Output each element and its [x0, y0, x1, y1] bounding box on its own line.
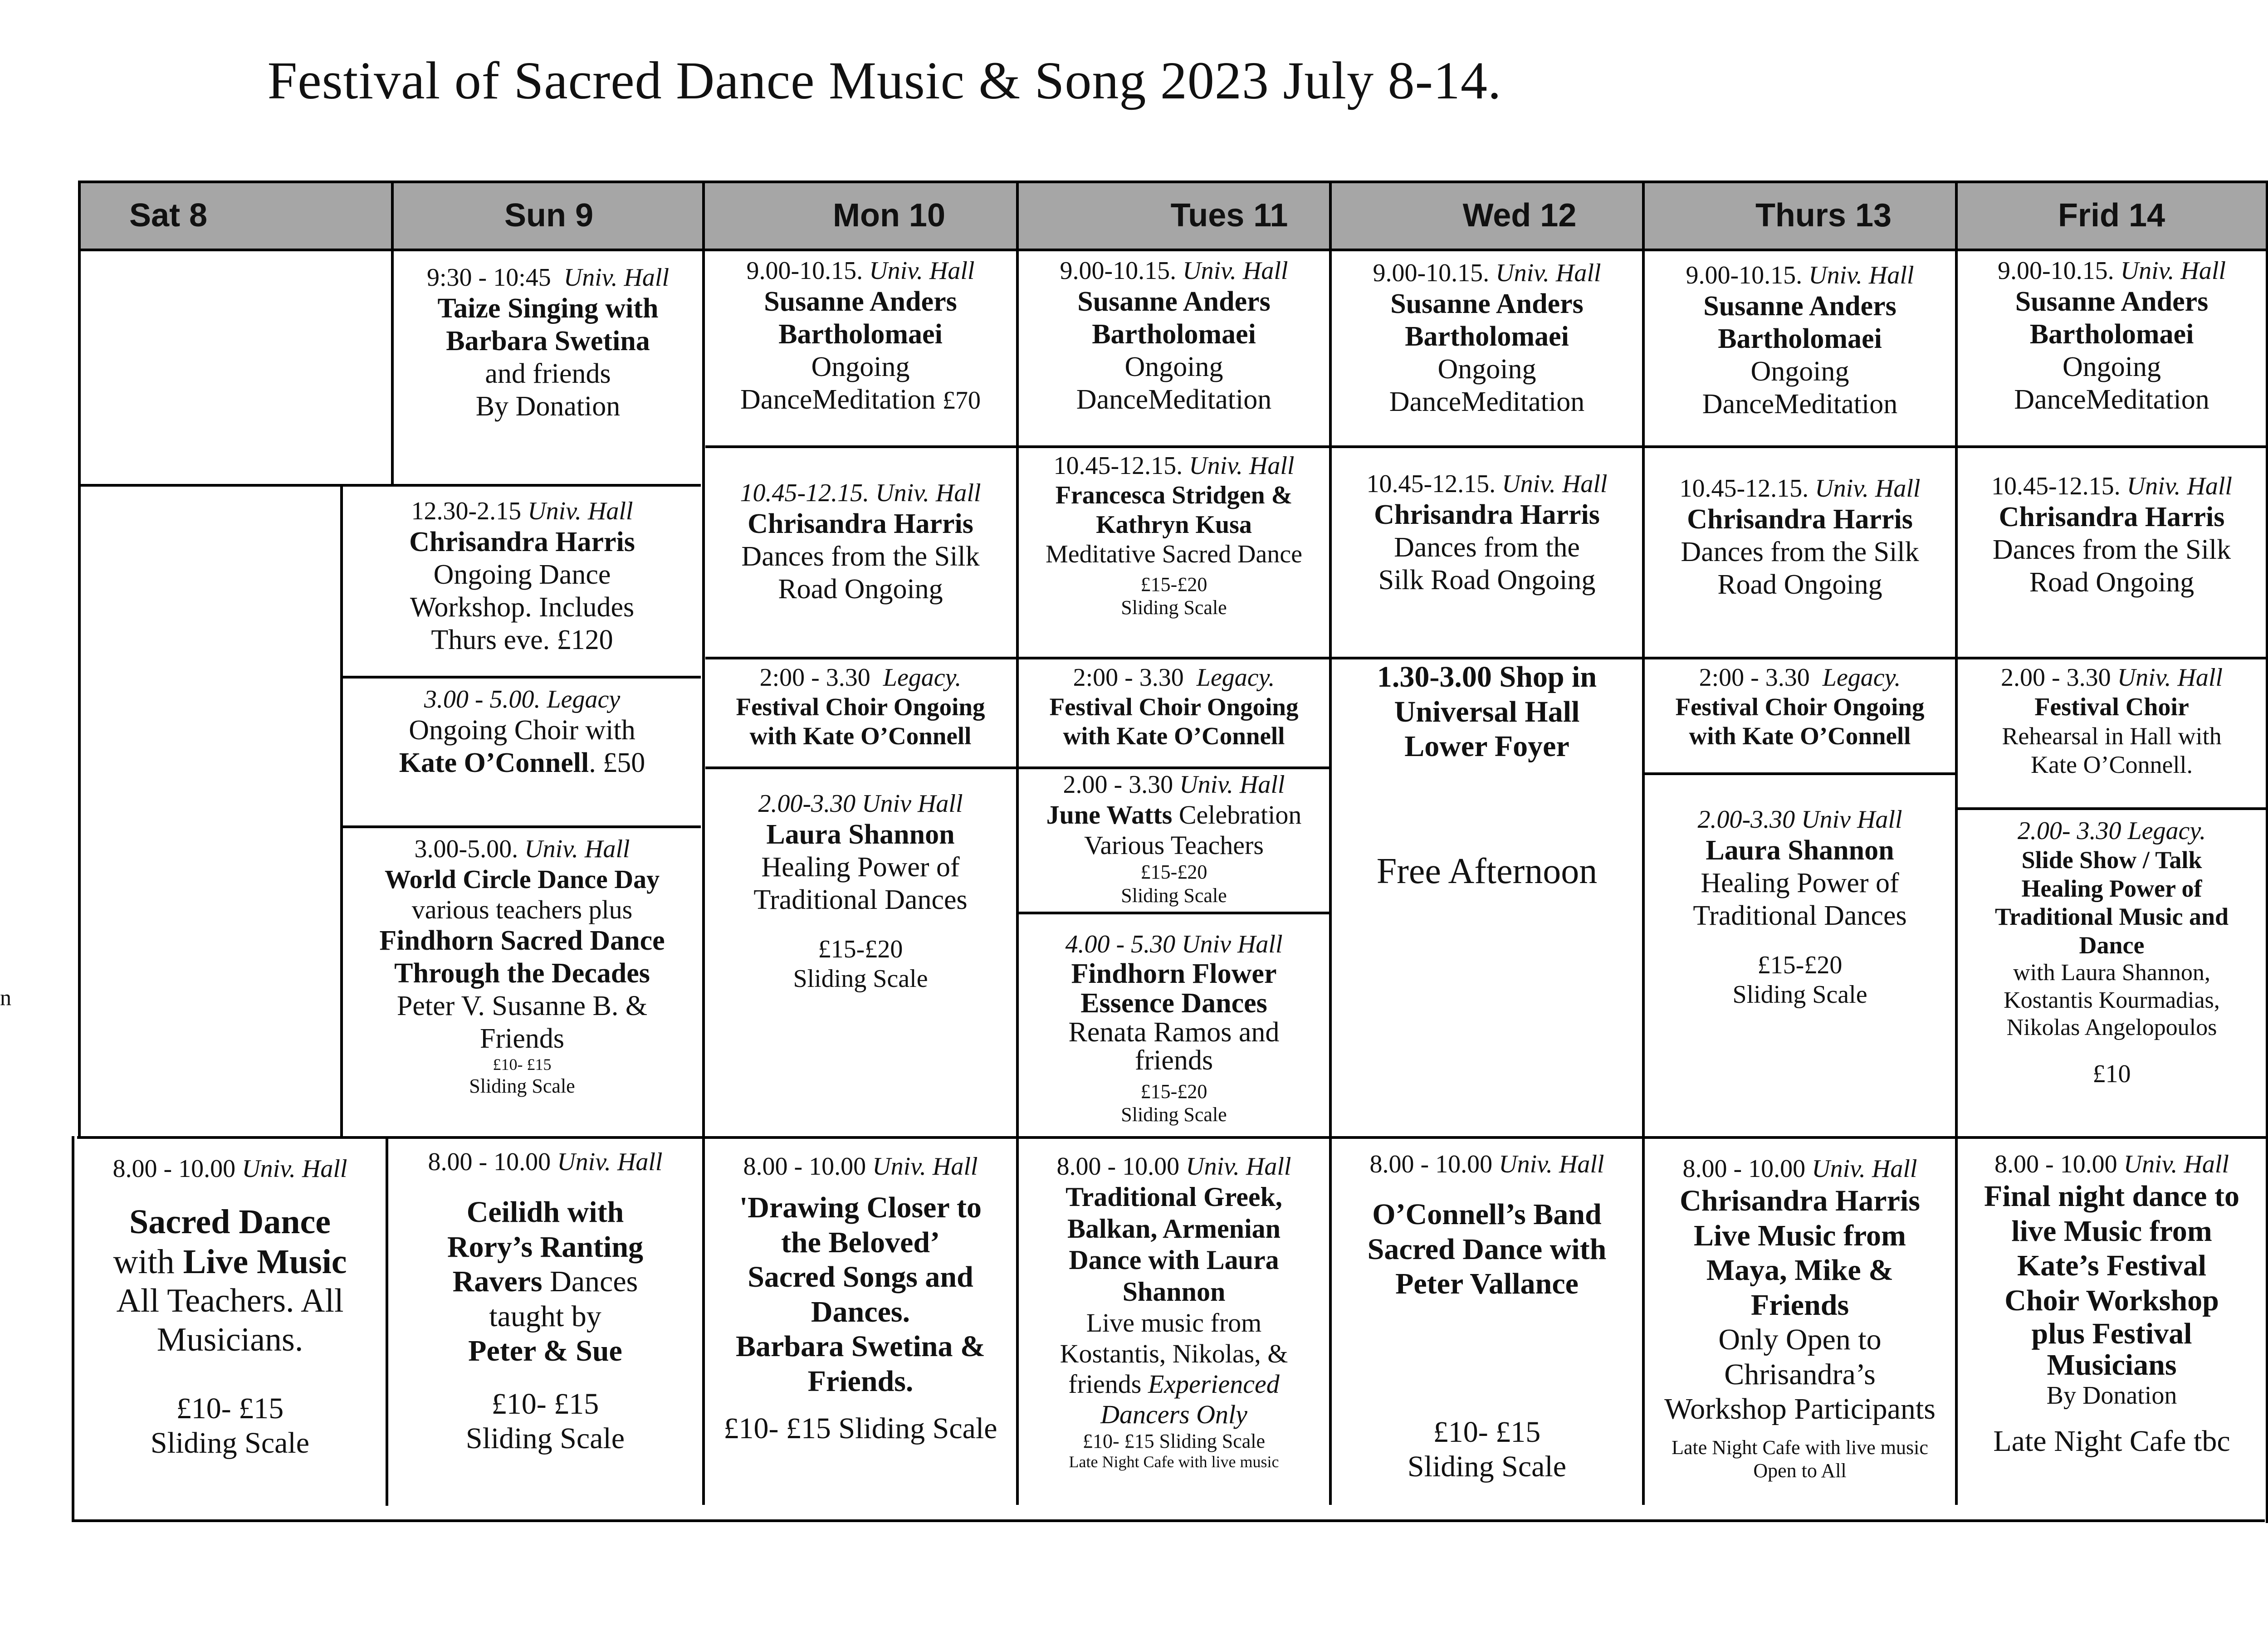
event-line: Workshop. Includes — [410, 591, 635, 623]
event-line: Dances from the — [1394, 532, 1580, 563]
event-line: All Teachers. All — [116, 1282, 344, 1320]
event-line: Thurs eve. £120 — [431, 624, 613, 655]
event-thu-evening — [1645, 1154, 1955, 1482]
event-wed-morning — [1332, 259, 1642, 419]
event-time: 9.00-10.15. — [1060, 257, 1177, 285]
event-time: 8.00 - 10.00 — [1369, 1150, 1493, 1178]
event-scale: Sliding Scale — [469, 1074, 575, 1097]
event-line: Kostantis, Nikolas, & — [1060, 1338, 1288, 1368]
day-label: Thurs 13 — [1755, 197, 1892, 234]
event-line: Various Teachers — [1084, 830, 1264, 860]
event-line: Traditional Music and — [1994, 903, 2229, 931]
event-time: 9.00-10.15. — [746, 257, 863, 285]
event-line: Chrisandra Harris — [748, 508, 973, 539]
event-line: Kate O’Connell — [399, 747, 589, 778]
event-time: 10.45-12.15. — [1991, 472, 2121, 500]
event-line: Ceilidh with — [466, 1195, 624, 1229]
event-scale: Sliding Scale — [1121, 596, 1227, 619]
grid-line — [78, 181, 81, 1137]
event-time: 2.00-3.30 Univ Hall — [1697, 805, 1902, 834]
event-sun-choir — [343, 685, 701, 780]
event-venue: Univ. Hall — [2126, 472, 2232, 500]
event-line: the Beloved’ — [781, 1225, 940, 1259]
event-line: Susanne Anders — [1077, 286, 1271, 317]
event-line: Road Ongoing — [1717, 569, 1882, 600]
event-venue: Univ. Hall — [2123, 1150, 2229, 1178]
event-line: with Kate O’Connell — [1063, 722, 1285, 750]
event-line: Dances from the Silk — [741, 541, 980, 572]
event-line: Musicians. — [156, 1321, 303, 1359]
event-line: DanceMeditation — [740, 384, 936, 415]
event-line: live Music from — [2011, 1214, 2212, 1248]
event-line: with — [113, 1243, 183, 1281]
event-scale: Sliding Scale — [1121, 884, 1227, 907]
event-scale: Sliding Scale — [150, 1426, 310, 1460]
event-note: Late Night Cafe with live music — [1069, 1453, 1279, 1471]
event-line: Bartholomaei — [1405, 321, 1569, 352]
event-scale: Sliding Scale — [1407, 1450, 1567, 1484]
event-note: Late Night Cafe tbc — [1993, 1424, 2230, 1458]
event-line: Celebration — [1172, 800, 1302, 830]
grid-line — [1644, 772, 1957, 775]
event-venue: Univ. Hall — [872, 1152, 978, 1181]
grid-line — [705, 657, 2266, 659]
event-tue-morning — [1019, 256, 1329, 416]
event-line: Ongoing — [1124, 351, 1223, 382]
event-line: Chrisandra Harris — [1680, 1184, 1920, 1217]
event-time: 10.45-12.15. — [740, 479, 870, 507]
event-price: £15-£20 — [818, 935, 903, 963]
event-time: 9:30 - 10:45 — [426, 264, 551, 292]
event-wed-late-morning — [1332, 469, 1642, 597]
event-venue: Univ. Hall — [563, 264, 670, 292]
event-venue: Univ. Hall — [1809, 261, 1914, 289]
event-time: 12.30-2.15 — [411, 497, 522, 525]
event-time: 4.00 - 5.30 Univ Hall — [1065, 930, 1283, 958]
grid-line — [340, 825, 701, 828]
event-line: Sacred Dance with — [1367, 1232, 1607, 1266]
event-line: Peter & Sue — [468, 1334, 622, 1368]
event-line: Healing Power of — [1701, 867, 1899, 898]
event-line: Dance — [2079, 931, 2145, 959]
event-venue: Univ. Hall — [1496, 259, 1601, 287]
event-thu-late-morning — [1645, 474, 1955, 601]
event-thu-afternoon — [1645, 805, 1955, 1010]
event-line: and friends — [485, 358, 611, 389]
event-tue-choir — [1019, 663, 1329, 751]
event-line: Findhorn Flower — [1071, 958, 1277, 989]
event-line: Live Music from — [1693, 1219, 1906, 1252]
event-venue: Univ. Hall — [528, 497, 633, 525]
event-line: Road Ongoing — [2029, 566, 2195, 598]
event-line: Live Music — [183, 1243, 347, 1281]
event-time: 8.00 - 10.00 — [428, 1148, 551, 1176]
event-line: By Donation — [2046, 1381, 2177, 1410]
event-line: Laura Shannon — [1706, 835, 1894, 866]
event-venue: Legacy. — [883, 664, 962, 692]
event-line: with Kate O’Connell — [1689, 722, 1911, 750]
event-line: Ongoing — [1437, 353, 1536, 385]
event-venue: Univ. Hall — [2120, 257, 2226, 285]
page-title: Festival of Sacred Dance Music & Song 2023 July 8-14. — [267, 51, 1502, 110]
day-label: Mon 10 — [832, 197, 946, 234]
event-line: Lower Foyer — [1404, 730, 1569, 763]
event-line: Ongoing Choir with — [409, 714, 635, 746]
header-tue — [1018, 181, 1331, 249]
event-line: Sacred Dance — [129, 1202, 331, 1241]
event-sun-evening — [388, 1147, 702, 1456]
event-venue: Univ. Hall — [1812, 1155, 1917, 1183]
event-venue: Univ. Hall — [875, 479, 981, 507]
event-line: Rehearsal in Hall with — [2002, 722, 2222, 750]
event-line: Live music from — [1086, 1308, 1262, 1338]
event-line: Francesca Stridgen & — [1055, 481, 1293, 509]
day-label: Tues 11 — [1170, 197, 1288, 234]
event-line: Universal Hall — [1394, 695, 1580, 728]
event-line: DanceMeditation — [1702, 388, 1898, 420]
event-line: Only Open to — [1718, 1323, 1882, 1357]
event-line: various teachers plus — [411, 895, 633, 925]
event-line: Dances — [542, 1265, 638, 1299]
event-line: Silk Road Ongoing — [1378, 564, 1596, 596]
event-line: O’Connell’s Band — [1372, 1197, 1602, 1231]
event-time: 8.00 - 10.00 — [1682, 1155, 1806, 1183]
event-line: Balkan, Armenian — [1067, 1213, 1281, 1244]
event-line: Final night dance to — [1984, 1179, 2239, 1213]
event-line: Chrisandra’s — [1724, 1357, 1876, 1391]
event-line: with Kate O’Connell — [749, 722, 972, 750]
event-line: Peter Vallance — [1395, 1267, 1579, 1301]
header-fri — [1957, 181, 2266, 249]
event-line: 1.30-3.00 Shop in — [1377, 660, 1597, 693]
event-thu-choir — [1645, 663, 1955, 751]
event-venue: Univ. Hall — [524, 835, 630, 863]
event-line: friends — [1068, 1369, 1148, 1399]
event-line: Friends. — [807, 1364, 914, 1398]
event-price: £10- £15 — [1433, 1415, 1541, 1449]
event-price: £15-£20 — [1140, 1080, 1207, 1103]
event-line: Bartholomaei — [1718, 323, 1882, 354]
event-line: June Watts — [1046, 800, 1173, 830]
event-price: £15-£20 — [1140, 573, 1207, 596]
event-line: Festival Choir Ongoing — [736, 693, 985, 721]
event-venue: Univ. Hall — [242, 1155, 347, 1183]
event-venue: Univ. Hall — [1183, 257, 1288, 285]
event-line: Nikolas Angelopoulos — [2006, 1015, 2217, 1041]
event-line: By Donation — [475, 391, 621, 422]
event-price: £15-£20 — [1757, 951, 1843, 979]
event-line: Free Afternoon — [1376, 851, 1598, 891]
event-line: Barbara Swetina — [446, 325, 650, 356]
event-line: Road Ongoing — [778, 573, 943, 605]
event-line: friends — [1134, 1045, 1213, 1076]
event-venue: Univ. Hall — [1189, 452, 1295, 480]
event-tue-afternoon-1 — [1019, 770, 1329, 907]
event-thu-morning — [1645, 261, 1955, 421]
event-line: Essence Dances — [1080, 988, 1267, 1019]
event-venue: Univ. Hall — [1186, 1152, 1291, 1181]
event-line: Ongoing Dance — [433, 559, 611, 590]
event-line: Healing Power of — [2021, 874, 2202, 902]
event-sat-evening — [74, 1154, 386, 1461]
grid-line — [79, 484, 701, 487]
event-price: £70 — [942, 386, 981, 415]
day-label: Frid 14 — [2058, 197, 2165, 234]
event-line: Taize Singing with — [437, 293, 659, 324]
event-line: Chrisandra Harris — [1999, 501, 2225, 532]
event-scale: Sliding Scale — [465, 1422, 625, 1455]
grid-line — [1018, 766, 1331, 769]
event-line: Healing Power of — [761, 851, 960, 883]
event-line: Ongoing — [1750, 356, 1849, 387]
event-fri-evening — [1958, 1150, 2266, 1459]
event-fri-afternoon — [1958, 816, 2266, 1089]
event-time: 8.00 - 10.00 — [1056, 1152, 1180, 1181]
event-line: Susanne Anders — [764, 286, 957, 317]
event-line: Traditional Greek, — [1066, 1181, 1282, 1212]
event-time: 8.00 - 10.00 — [743, 1152, 866, 1181]
event-line: Kathryn Kusa — [1096, 510, 1252, 539]
event-mon-morning — [705, 256, 1016, 416]
event-fri-late-morning — [1958, 472, 2266, 599]
grid-line — [77, 1136, 2268, 1139]
day-label: Sat 8 — [129, 197, 208, 234]
event-line: Susanne Anders — [1390, 288, 1584, 319]
event-venue: Univ. Hall — [1499, 1150, 1604, 1178]
event-tue-late-morning — [1019, 451, 1329, 619]
event-line: Bartholomaei — [2029, 318, 2194, 350]
event-line: Sacred Songs and — [748, 1260, 973, 1294]
event-line: Ongoing — [811, 351, 910, 382]
event-time: 9.00-10.15. — [1686, 261, 1803, 289]
event-time: 2.00- 3.30 Legacy. — [2017, 817, 2206, 845]
header-sun — [392, 181, 705, 249]
event-line: Dances from the Silk — [1681, 536, 1919, 567]
event-sun-circle-dance — [343, 835, 701, 1098]
grid-line — [79, 181, 2268, 183]
event-line: Dances. — [811, 1295, 910, 1328]
event-scale: Sliding Scale — [1732, 980, 1867, 1009]
event-time: 2.00 - 3.30 — [1063, 771, 1173, 799]
event-line: DanceMeditation — [1389, 386, 1585, 417]
event-price: £10- £15 Sliding Scale — [1082, 1430, 1266, 1453]
event-line: Findhorn Sacred Dance — [379, 925, 665, 957]
event-line: Slide Show / Talk — [2021, 846, 2202, 874]
event-line: Ravers — [452, 1265, 543, 1299]
event-line: Festival Choir Ongoing — [1049, 693, 1299, 721]
event-venue: Legacy. — [1822, 664, 1901, 692]
event-line: Dances from the Silk — [1992, 534, 2231, 565]
event-line: Bartholomaei — [1092, 318, 1256, 350]
event-venue: Legacy. — [1196, 664, 1275, 692]
grid-line — [340, 676, 701, 679]
event-line: Friends — [480, 1023, 564, 1054]
event-venue: Univ. Hall — [557, 1148, 663, 1176]
grid-line — [1957, 807, 2266, 810]
header-wed — [1331, 181, 1644, 249]
event-time: 9.00-10.15. — [1998, 257, 2114, 285]
event-line: Barbara Swetina & — [736, 1330, 985, 1363]
event-line: Laura Shannon — [766, 819, 955, 850]
event-fri-choir — [1958, 663, 2266, 779]
event-wed-afternoon — [1332, 660, 1642, 892]
event-line: Experienced — [1148, 1369, 1280, 1399]
event-line: Choir Workshop — [2004, 1284, 2219, 1317]
event-sun-workshop — [343, 497, 701, 657]
event-mon-choir — [705, 663, 1016, 751]
event-time: 3.00 - 5.00. Legacy — [424, 685, 621, 713]
event-line: Workshop Participants — [1664, 1392, 1936, 1426]
header-thu — [1644, 181, 1957, 249]
event-mon-evening — [705, 1152, 1016, 1446]
event-line: Dancers Only — [1100, 1400, 1247, 1430]
event-line: Kate’s Festival — [2017, 1249, 2207, 1283]
event-tue-afternoon-2 — [1019, 930, 1329, 1126]
day-label: Wed 12 — [1462, 197, 1577, 234]
event-line: Renata Ramos and — [1068, 1017, 1280, 1048]
event-line: 'Drawing Closer to — [739, 1191, 982, 1224]
event-time: 3.00-5.00. — [414, 835, 518, 863]
grid-line — [2266, 181, 2268, 1523]
event-line: . £50 — [589, 747, 645, 778]
event-time: 10.45-12.15. — [1366, 470, 1496, 498]
event-time: 8.00 - 10.00 — [112, 1155, 236, 1183]
event-price: £10- £15 — [493, 1055, 552, 1074]
event-line: taught by — [489, 1299, 601, 1333]
event-line: DanceMeditation — [1076, 384, 1272, 415]
event-line: World Circle Dance Day — [384, 864, 660, 894]
event-line: Peter V. Susanne B. & — [396, 991, 648, 1022]
event-time: 2:00 - 3.30 — [759, 664, 870, 692]
event-line: Through the Decades — [394, 958, 650, 989]
event-venue: Univ. Hall — [1502, 470, 1608, 498]
event-time: 9.00-10.15. — [1373, 259, 1490, 287]
event-time: 2.00-3.30 Univ Hall — [758, 790, 963, 818]
header-sat — [79, 181, 392, 249]
event-scale: Sliding Scale — [793, 964, 928, 993]
event-venue: Univ. Hall — [1815, 474, 1921, 503]
event-line: Meditative Sacred Dance — [1046, 540, 1302, 568]
event-line: Shannon — [1122, 1276, 1226, 1307]
event-price: £15-£20 — [1140, 861, 1207, 884]
event-price: £10- £15 — [491, 1387, 599, 1421]
grid-line — [705, 766, 1018, 769]
event-tue-evening — [1019, 1152, 1329, 1472]
grid-line — [705, 445, 2266, 448]
event-line: Rory’s Ranting — [447, 1230, 644, 1264]
event-wed-evening — [1332, 1150, 1642, 1484]
event-line: Dance with Laura — [1069, 1245, 1279, 1275]
event-line: Chrisandra Harris — [409, 526, 635, 557]
grid-line — [1018, 912, 1331, 914]
event-line: Musicians — [2047, 1348, 2177, 1382]
event-line: Festival Choir — [2034, 693, 2189, 721]
event-time: 10.45-12.15. — [1679, 474, 1809, 503]
event-line: Kate O’Connell. — [2031, 751, 2193, 778]
event-mon-late-morning — [705, 478, 1016, 606]
event-time: 2:00 - 3.30 — [1073, 664, 1184, 692]
event-line: Ongoing — [2063, 351, 2161, 382]
event-time: 10.45-12.15. — [1053, 452, 1183, 480]
event-line: Chrisandra Harris — [1374, 499, 1600, 530]
stray-mark: n — [0, 985, 11, 1010]
grid-line — [72, 1519, 2265, 1522]
event-line: Traditional Dances — [753, 884, 968, 915]
event-line: Chrisandra Harris — [1687, 503, 1913, 535]
event-time: 8.00 - 10.00 — [1994, 1150, 2117, 1178]
event-line: Susanne Anders — [2015, 286, 2209, 317]
event-fri-morning — [1958, 256, 2266, 416]
event-line: with Laura Shannon, — [2013, 960, 2210, 986]
event-price: £10 — [2092, 1060, 2131, 1089]
event-time: 2.00 - 3.30 — [2001, 664, 2111, 692]
event-price: £10- £15 Sliding Scale — [723, 1412, 997, 1445]
event-time: 2:00 - 3.30 — [1699, 664, 1810, 692]
event-line: Kostantis Kourmadias, — [2004, 987, 2220, 1013]
event-scale: Sliding Scale — [1121, 1103, 1227, 1126]
event-venue: Univ. Hall — [869, 257, 975, 285]
event-line: Festival Choir Ongoing — [1675, 693, 1925, 721]
event-venue: Univ. Hall — [1179, 771, 1285, 799]
event-line: Traditional Dances — [1693, 900, 1907, 931]
event-sun-morning — [394, 263, 702, 423]
event-mon-afternoon — [705, 789, 1016, 994]
day-label: Sun 9 — [504, 197, 594, 234]
event-venue: Univ. Hall — [2117, 664, 2223, 692]
event-line: DanceMeditation — [2014, 384, 2209, 415]
grid-line — [79, 249, 2268, 251]
event-note: Late Night Cafe with live music — [1672, 1436, 1928, 1459]
event-note: Open to All — [1753, 1459, 1847, 1482]
event-line: Bartholomaei — [778, 318, 943, 350]
event-line: Maya, Mike & — [1706, 1254, 1894, 1287]
event-line: Friends — [1750, 1288, 1849, 1322]
header-mon — [705, 181, 1018, 249]
event-price: £10- £15 — [176, 1391, 284, 1425]
event-line: Susanne Anders — [1703, 290, 1897, 322]
event-line: plus Festival — [2031, 1317, 2192, 1351]
